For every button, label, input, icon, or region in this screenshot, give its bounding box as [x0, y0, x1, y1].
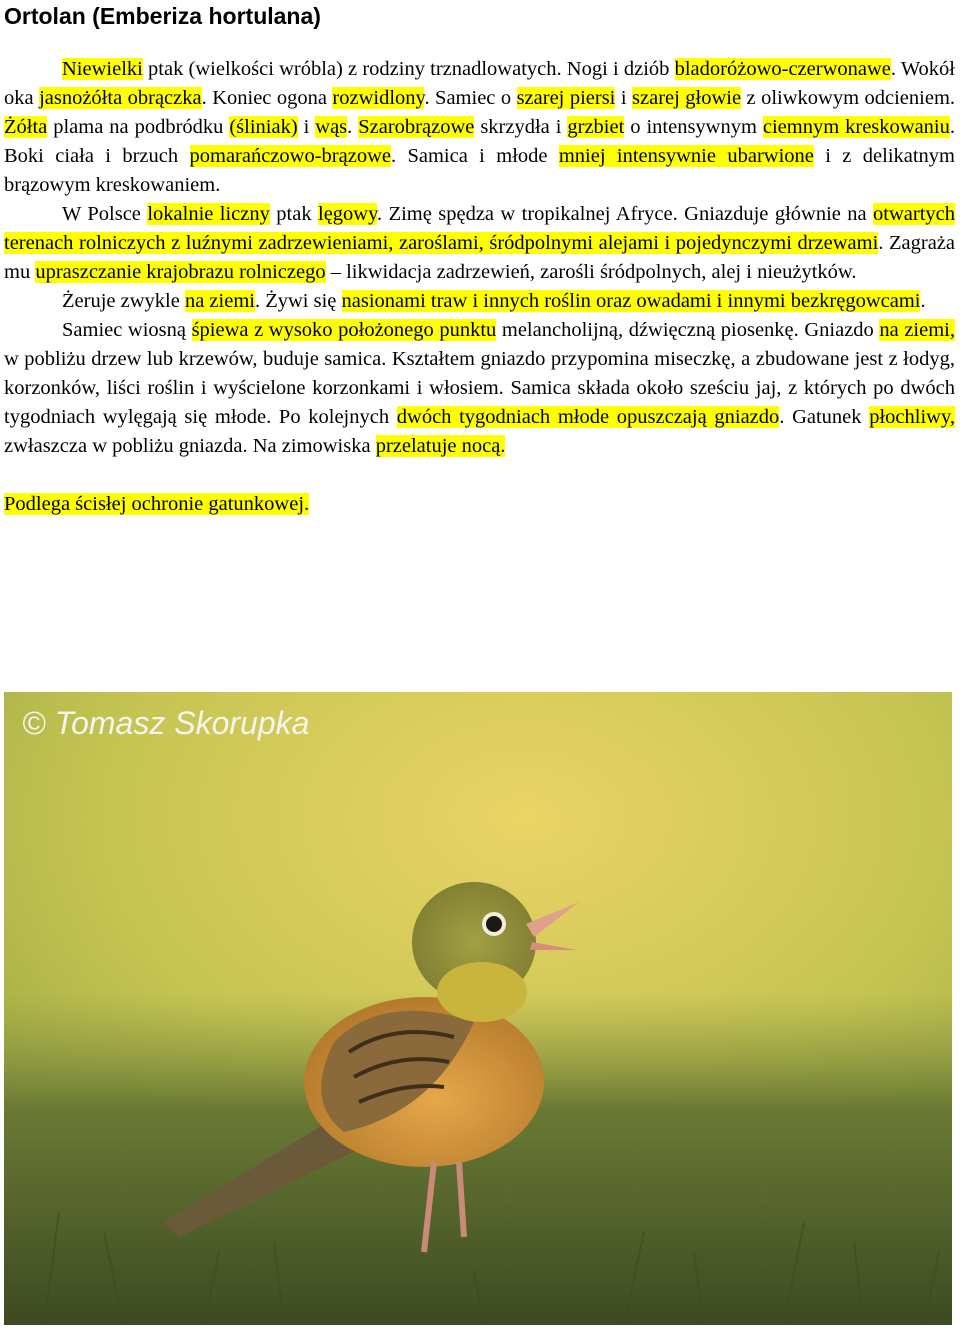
text-segment: o intensywnym — [624, 116, 763, 138]
text-segment: – likwidacja zadrzewień, zarośli śródpolnych, alej i nieużytków. — [325, 261, 857, 283]
text-segment: . Boki ciała i brzuch — [4, 116, 955, 167]
text-segment: Samiec wiosną — [62, 319, 192, 341]
highlighted-text: pomarańczowo-brązowe — [189, 145, 391, 167]
text-segment: i — [615, 87, 633, 109]
text-segment: skrzydła i — [474, 116, 568, 138]
text-segment: w pobliżu drzew lub krzewów, buduje samica. Kształtem gniazdo przypomina miseczkę, a zbudowane jest z łodyg, korzonków, liści roślin i wyścielone korzonkami i włosiem. Samica składa około sześciu jaj, z których po dwóch tygodniach wylęgają się młode. Po kolejnych — [4, 348, 955, 428]
paragraph-habitat — [4, 200, 955, 287]
highlighted-text: jasnożółta obrączka — [39, 87, 202, 109]
highlighted-text: bladoróżowo-czerwonawe — [674, 58, 891, 80]
text-segment: . Wokół oka — [4, 58, 955, 109]
highlighted-text: wąs — [315, 116, 348, 138]
description-text — [4, 55, 955, 519]
photo-watermark: © Tomasz Skorupka — [22, 705, 310, 741]
highlighted-text: Szarobrązowe — [358, 116, 475, 138]
text-segment: . Żywi się — [254, 290, 342, 312]
text-segment: z oliwkowym odcieniem. — [741, 87, 956, 109]
highlighted-text: otwartych terenach rolniczych z luźnymi zadrzewieniami, zaroślami, śródpolnymi alejami i pojedynczymi drzewami — [4, 203, 956, 254]
paragraph-breeding — [4, 316, 955, 461]
highlighted-text: dwóch tygodniach młode opuszczają gniazdo — [396, 406, 780, 428]
highlighted-text: na ziemi — [184, 290, 255, 312]
text-segment: i — [297, 116, 316, 138]
paragraph-feeding — [4, 287, 955, 316]
text-segment: W Polsce — [62, 203, 148, 225]
highlighted-text: nasionami traw i innych roślin oraz owadami i innymi bezkręgowcami — [341, 290, 921, 312]
text-segment: plama na podbródku — [47, 116, 230, 138]
highlighted-text: przelatuje nocą. — [375, 435, 506, 457]
highlighted-text: mniej intensywnie ubarwione — [558, 145, 814, 167]
highlighted-text: płochliwy, — [869, 406, 955, 428]
protection-status — [4, 490, 955, 519]
highlighted-text: lokalnie liczny — [147, 203, 270, 225]
text-segment: Żeruje zwykle — [62, 290, 185, 312]
text-segment: . Samiec o — [424, 87, 517, 109]
highlighted-text: (śliniak) — [229, 116, 298, 138]
highlighted-text: szarej piersi — [516, 87, 616, 109]
text-segment: . Zagraża mu — [4, 232, 955, 283]
text-segment: . Samica i młode — [390, 145, 559, 167]
highlighted-text: Żółta — [4, 116, 48, 138]
text-segment: . Gatunek — [779, 406, 870, 428]
highlighted-text: śpiewa z wysoko położonego punktu — [191, 319, 497, 341]
highlighted-text: szarej głowie — [632, 87, 742, 109]
highlighted-text: grzbiet — [567, 116, 625, 138]
protection-highlight: Podlega ścisłej ochronie gatunkowej. — [4, 493, 310, 515]
highlighted-text: ciemnym kreskowaniu — [762, 116, 950, 138]
text-segment: . Koniec ogona — [201, 87, 333, 109]
paragraph-appearance — [4, 55, 955, 200]
text-segment: . Zimę spędza w tropikalnej Afryce. Gniazduje głównie na — [377, 203, 874, 225]
page-title: Ortolan (Emberiza hortulana) — [4, 3, 321, 29]
text-segment: . — [347, 116, 359, 138]
spacer — [4, 461, 955, 490]
text-segment: i z delikatnym brązowym kreskowaniem. — [4, 145, 955, 196]
highlighted-text: na ziemi, — [879, 319, 955, 341]
highlighted-text: lęgowy — [318, 203, 378, 225]
highlighted-text: upraszczanie krajobrazu rolniczego — [35, 261, 326, 283]
text-segment: . — [920, 290, 926, 312]
text-segment: melancholijną, dźwięczną piosenkę. Gniazdo — [496, 319, 880, 341]
text-segment: zwłaszcza w pobliżu gniazda. Na zimowiska — [4, 435, 376, 457]
highlighted-text: rozwidlony — [332, 87, 425, 109]
ortolan-photo — [4, 692, 952, 1325]
bird-photo — [4, 692, 952, 1325]
text-segment: ptak (wielkości wróbla) z rodziny trznadlowatych. Nogi i dziób — [142, 58, 675, 80]
highlighted-text: Niewielki — [62, 58, 143, 80]
text-segment: ptak — [269, 203, 318, 225]
